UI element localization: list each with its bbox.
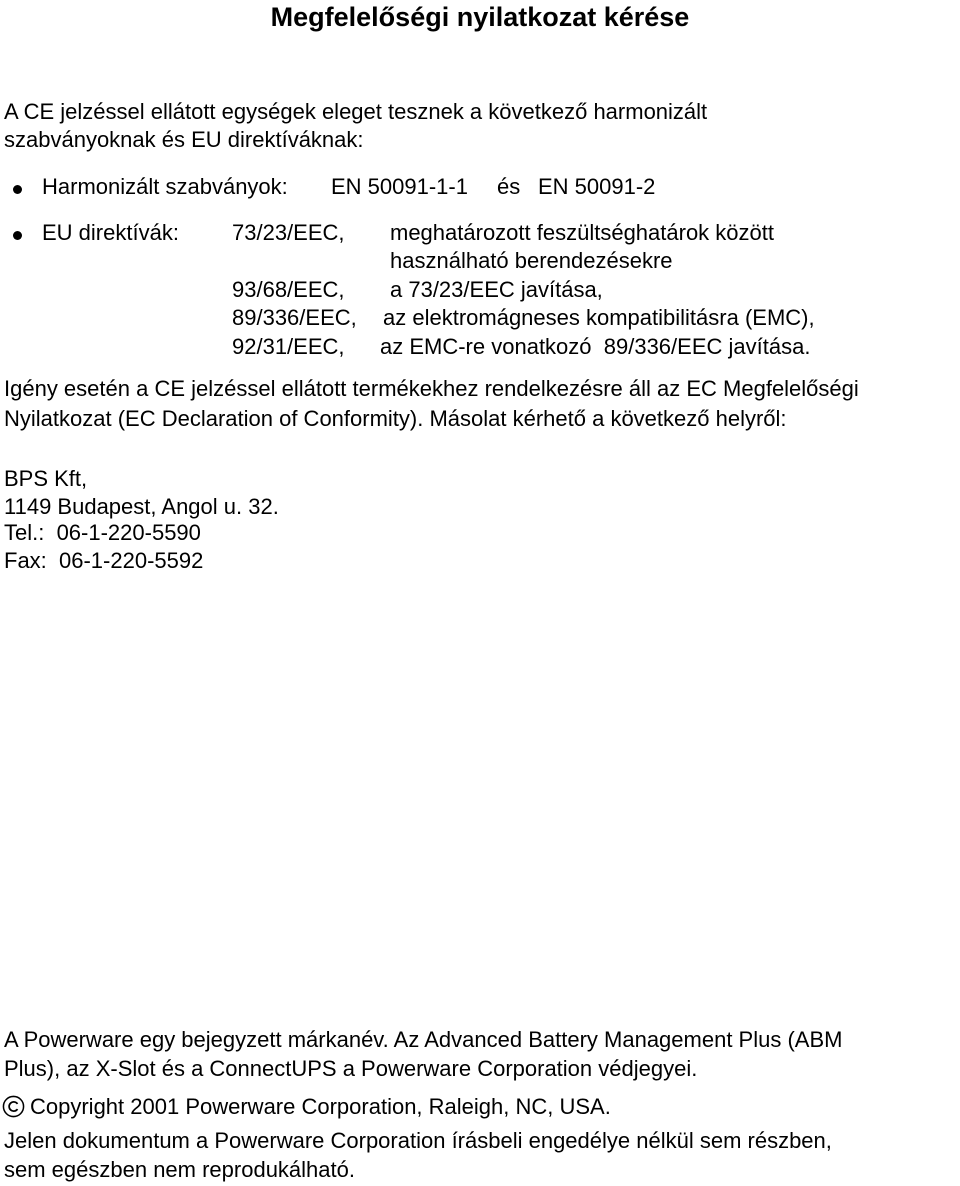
- bullet-icon: [13, 231, 22, 240]
- standards-value-2: EN 50091-2: [538, 174, 656, 199]
- notice-line-1: Jelen dokumentum a Powerware Corporation írásbeli engedélye nélkül sem részben,: [4, 1128, 832, 1153]
- directive-code: 92/31/EEC,: [232, 334, 345, 359]
- address-street: 1149 Budapest, Angol u. 32.: [4, 494, 279, 519]
- directive-description: a 73/23/EEC javítása,: [390, 277, 603, 302]
- directive-code: 73/23/EEC,: [232, 220, 345, 245]
- bullet-icon: [13, 185, 22, 194]
- address-company: BPS Kft,: [4, 466, 88, 491]
- standards-value-1: EN 50091-1-1: [331, 174, 468, 199]
- declaration-line-1: Igény esetén a CE jelzéssel ellátott termékekhez rendelkezésre áll az EC Megfelelőségi: [4, 376, 859, 401]
- page-title: Megfelelőségi nyilatkozat kérése: [270, 2, 690, 32]
- intro-line-2: szabványoknak és EU direktíváknak:: [4, 127, 364, 152]
- directive-description: az EMC-re vonatkozó 89/336/EEC javítása.: [380, 334, 811, 359]
- intro-line-1: A CE jelzéssel ellátott egységek eleget tesznek a következő harmonizált: [4, 99, 708, 124]
- standards-label: Harmonizált szabványok:: [42, 174, 288, 199]
- standards-conjunction: és: [497, 174, 521, 199]
- address-fax: Fax: 06-1-220-5592: [4, 548, 204, 573]
- directives-label: EU direktívák:: [42, 220, 179, 245]
- directive-description: meghatározott feszültséghatárok között: [390, 220, 774, 245]
- copyright-text: Copyright 2001 Powerware Corporation, Raleigh, NC, USA.: [30, 1094, 611, 1119]
- copyright-icon: [2, 1095, 25, 1118]
- directive-description: az elektromágneses kompatibilitásra (EMC),: [383, 305, 815, 330]
- trademark-line-2: Plus), az X-Slot és a ConnectUPS a Powerware Corporation védjegyei.: [4, 1056, 698, 1081]
- directive-code: 93/68/EEC,: [232, 277, 345, 302]
- directive-description: használható berendezésekre: [390, 248, 673, 273]
- notice-line-2: sem egészben nem reprodukálható.: [4, 1157, 355, 1182]
- trademark-line-1: A Powerware egy bejegyzett márkanév. Az Advanced Battery Management Plus (ABM: [4, 1027, 843, 1052]
- declaration-line-2: Nyilatkozat (EC Declaration of Conformity). Másolat kérhető a következő helyről:: [4, 406, 787, 431]
- directive-code: 89/336/EEC,: [232, 305, 357, 330]
- address-tel: Tel.: 06-1-220-5590: [4, 520, 201, 545]
